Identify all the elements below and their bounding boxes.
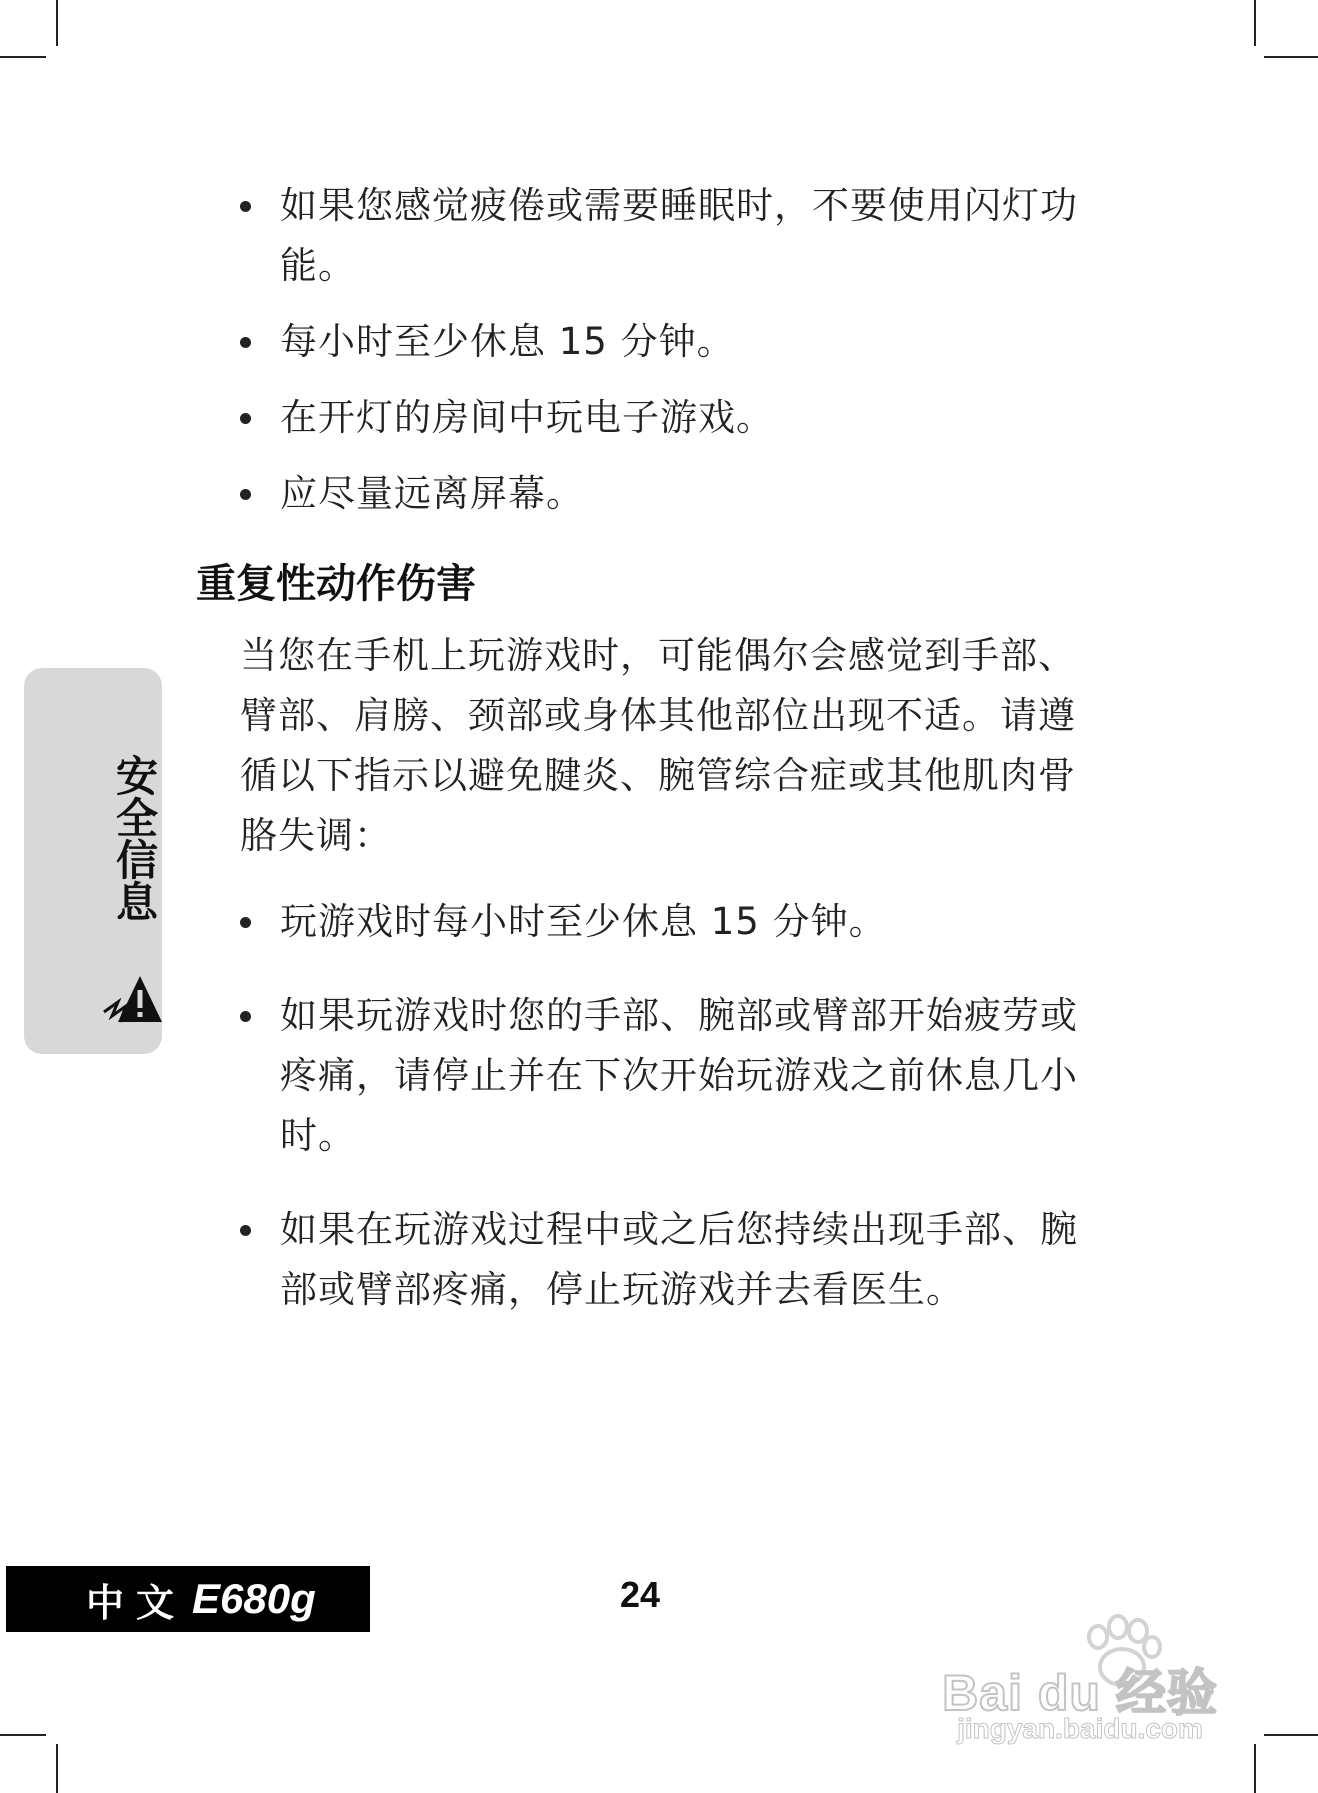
crop-mark bbox=[56, 1744, 58, 1793]
list-item bbox=[240, 176, 1100, 296]
bullet-icon bbox=[240, 917, 251, 928]
footer-language: 中文 bbox=[86, 1580, 187, 1625]
top-bullet-list bbox=[240, 176, 1100, 524]
bullet-icon bbox=[240, 337, 251, 348]
list-item bbox=[240, 892, 1100, 952]
watermark-brand: Bai du 经验 bbox=[942, 1665, 1218, 1721]
crop-mark bbox=[56, 0, 58, 46]
side-tab bbox=[24, 668, 162, 1054]
list-item-text: 如果您感觉疲倦或需要睡眠时，不要使用闪灯功能。 bbox=[280, 184, 1078, 287]
list-item-text: 玩游戏时每小时至少休息 15 分钟。 bbox=[280, 900, 887, 943]
list-item-text: 如果玩游戏时您的手部、腕部或臂部开始疲劳或疼痛，请停止并在下次开始玩游戏之前休息几小时。 bbox=[280, 994, 1078, 1157]
bullet-icon bbox=[240, 489, 251, 500]
list-item-text: 每小时至少休息 15 分钟。 bbox=[280, 320, 735, 363]
list-item bbox=[240, 388, 1100, 448]
warning-icon bbox=[100, 972, 164, 1028]
list-item bbox=[240, 312, 1100, 372]
section-bullet-list bbox=[240, 892, 1100, 1320]
bullet-icon bbox=[240, 1011, 251, 1022]
bullet-icon bbox=[240, 413, 251, 424]
crop-mark bbox=[1254, 0, 1256, 46]
crop-mark bbox=[1254, 1744, 1256, 1793]
section-heading: 重复性动作伤害 bbox=[196, 560, 476, 607]
watermark-url: jingyan.baidu.com bbox=[957, 1713, 1203, 1744]
crop-mark bbox=[0, 56, 46, 58]
list-item-text: 应尽量远离屏幕。 bbox=[280, 472, 584, 515]
list-item bbox=[240, 1200, 1100, 1320]
bullet-icon bbox=[240, 201, 251, 212]
crop-mark bbox=[1264, 56, 1318, 58]
list-item bbox=[240, 986, 1100, 1166]
list-item-text: 在开灯的房间中玩电子游戏。 bbox=[280, 396, 774, 439]
bullet-icon bbox=[240, 1225, 251, 1236]
list-item bbox=[240, 464, 1100, 524]
crop-mark bbox=[0, 1734, 46, 1736]
section-paragraph: 当您在手机上玩游戏时，可能偶尔会感觉到手部、臂部、肩膀、颈部或身体其他部位出现不适。请遵循以下指示以避免腱炎、腕管综合症或其他肌肉骨胳失调： bbox=[240, 634, 1076, 857]
footer-label bbox=[6, 1566, 370, 1632]
crop-mark bbox=[1264, 1734, 1318, 1736]
list-item-text: 如果在玩游戏过程中或之后您持续出现手部、腕部或臂部疼痛，停止玩游戏并去看医生。 bbox=[280, 1208, 1078, 1311]
side-tab-label: 安全信息 bbox=[110, 754, 159, 922]
watermark bbox=[930, 1595, 1230, 1745]
footer-model: E680g bbox=[192, 1575, 316, 1622]
page-number: 24 bbox=[620, 1574, 661, 1615]
